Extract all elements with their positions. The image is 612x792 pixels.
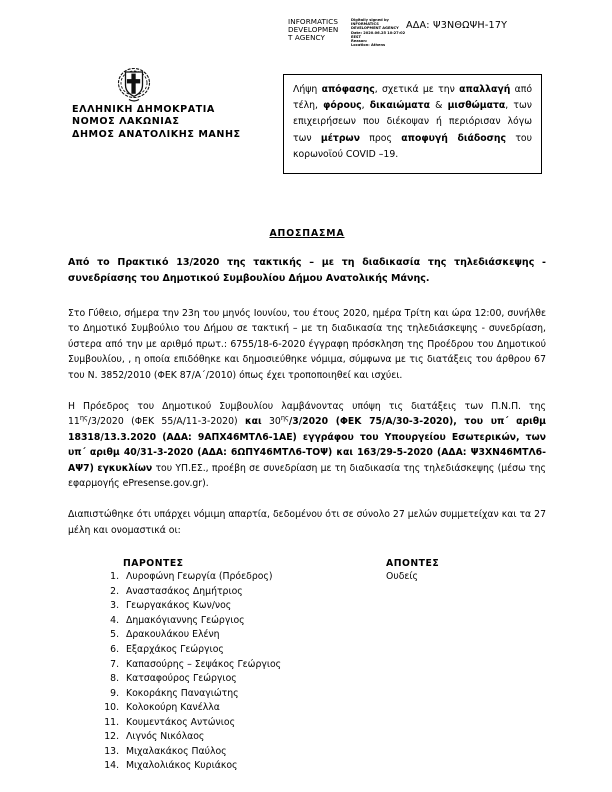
legal-seg-c: 30: [261, 416, 281, 428]
top-band: [0, 12, 612, 62]
list-item: 1. Λυροφώνη Γεωργία (Πρόεδρος): [122, 570, 281, 585]
signature-detail-2: DEVELOPMENT AGENCY: [351, 26, 399, 31]
list-item: 9. Κοκοράκης Παναγιώτης: [122, 687, 281, 702]
subject-seg-3: από τέλη,: [293, 84, 533, 112]
present-column-header: ΠΑΡΟΝΤΕΣ: [123, 558, 184, 570]
absent-column-header: ΑΠΟΝΤΕΣ: [386, 558, 440, 570]
list-item: 14. Μιχαλολιάκος Κυριάκος: [122, 759, 281, 774]
subject-bold-6: μέτρων: [320, 132, 360, 144]
subject-bold-2: απαλλαγή: [459, 84, 511, 95]
list-item: 4. Δημακόγιαννης Γεώργιος: [122, 614, 281, 629]
attendance-section: [68, 558, 546, 772]
subject-bold-1: απόφασης: [321, 84, 375, 95]
signature-line-1: INFORMATICS: [288, 17, 339, 26]
greek-coat-of-arms-emblem: [112, 64, 156, 106]
issuing-authority: [72, 104, 241, 141]
subject-text: [293, 82, 532, 163]
document-body: [68, 228, 546, 772]
signature-authority-name: [288, 18, 346, 43]
minutes-reference: Από το Πρακτικό 13/2020 της τακτικής – με τη διαδικασία της τηλεδιάσκεψης - συνεδρίασης του Δημοτικού Συμβουλίου Δήμου Ανατολικής Μάνης.: [68, 257, 546, 284]
subject-seg-2: , σχετικά με την: [374, 84, 460, 95]
list-item: 5. Δρακουλάκου Ελένη: [122, 628, 281, 643]
list-item: 2. Αναστασάκος Δημήτριος: [122, 585, 281, 600]
subject-seg-4: ,: [361, 100, 370, 112]
legal-sup-2: ης: [280, 414, 289, 423]
subject-seg-6: , των επιχειρήσεων που διέκοψαν ή περιόρισαν λόγω των: [293, 100, 532, 144]
list-item: 11. Κουμεντάκος Αντώνιος: [122, 716, 281, 731]
list-item: 3. Γεωργακάκος Κων/νος: [122, 599, 281, 614]
signature-detail-4: EEST: [351, 34, 361, 39]
subject-bold-7: αποφυγή διάδοσης: [401, 132, 507, 144]
signature-detail-1: INFORMATICS: [351, 22, 379, 27]
list-item: 12. Λιγνός Νικόλαος: [122, 730, 281, 745]
legal-seg-e: του ΥΠ.ΕΣ., προέβη σε συνεδρίαση με τη διαδικασία της τηλεδιάσκεψης (μέσω της εφαρμογής ePresense.gov.gr).: [68, 462, 546, 490]
subject-seg-5: &: [430, 100, 448, 112]
subject-seg-1: Λήψη: [293, 84, 322, 95]
authority-municipality: ΔΗΜΟΣ ΑΝΑΤΟΛΙΚΗΣ ΜΑΝΗΣ: [72, 128, 241, 140]
excerpt-title: ΑΠΟΣΠΑΣΜΑ: [269, 228, 345, 239]
list-item: 7. Καπασούρης – Σεψάκος Γεώργιος: [122, 658, 281, 673]
subject-seg-8: του κορωνοϊού COVID –19.: [293, 132, 533, 160]
list-item: 8. Κατσαφούρος Γεώργιος: [122, 672, 281, 687]
legal-seg-d: /3/2020 (ΦΕΚ 75/Α/30-3-2020), του υπ΄ αριθμ 18318/13.3.2020 (ΑΔΑ: 9ΑΠΧ46ΜΤΛ6-1ΑΕ) εγγράφου του Υπουργείου Εσωτερικών, των υπ΄ αριθμ 40/31-3-2020 (ΑΔΑ: 6ΩΠΥ46ΜΤΛ6-ΤΟΨ) και 163/29-5-2020 (ΑΔΑ: Ψ3ΧΝ46ΜΤΛ6-ΑΨ7) εγκυκλίων: [68, 416, 546, 474]
paragraph-quorum: Διαπιστώθηκε ότι υπάρχει νόμιμη απαρτία, δεδομένου ότι σε σύνολο 27 μελών συμμετείχαν και τα 27 μέλη και ονομαστικά οι:: [68, 509, 546, 536]
ada-code: ΑΔΑ: Ψ3ΝΘΩΨΗ-17Υ: [406, 20, 508, 31]
present-members-list: [96, 570, 281, 774]
absent-members-value: Ουδείς: [386, 571, 419, 583]
subject-seg-7: προς: [359, 132, 402, 144]
authority-republic: ΕΛΛΗΝΙΚΗ ΔΗΜΟΚΡΑΤΙΑ: [72, 104, 215, 115]
legal-seg-b: /3/2020 (ΦΕΚ 55/Α/11-3-2020): [87, 416, 245, 428]
list-item: 6. Εξαρχάκος Γεώργιος: [122, 643, 281, 658]
subject-bold-4: δικαιώματα: [369, 100, 430, 112]
list-item: 10. Κολοκούρη Κανέλλα: [122, 701, 281, 716]
paragraph-legal-basis: [68, 399, 546, 491]
signature-detail-3: Date: 2020.06.25 10:27:02: [351, 30, 406, 35]
subject-bold-5: μισθώματα: [447, 100, 506, 112]
authority-prefecture: ΝΟΜΟΣ ΛΑΚΩΝΙΑΣ: [72, 116, 180, 128]
digital-signature-stamp: [288, 18, 425, 47]
legal-seg-a: Η Πρόεδρος του Δημοτικού Συμβουλίου λαμβάνοντας υπόψη τις διατάξεις των Π.Ν.Π. της 11: [68, 401, 546, 428]
subject-bold-3: φόρους: [323, 100, 362, 112]
signature-line-2: DEVELOPMEN: [288, 25, 339, 35]
legal-sup-1: ης: [79, 414, 88, 423]
signature-detail-6: Location: Athens: [351, 43, 386, 48]
list-item: 13. Μιχαλακάκος Παύλος: [122, 745, 281, 760]
signature-detail-5: Reason:: [351, 39, 368, 44]
signature-detail-0: Digitally signed by: [351, 18, 389, 22]
legal-bold-kai: και: [245, 416, 262, 428]
signature-line-3: T AGENCY: [288, 33, 326, 43]
subject-box: [283, 74, 542, 174]
paragraph-convocation: Στο Γύθειο, σήμερα την 23η του μηνός Ιουνίου, του έτους 2020, ημέρα Τρίτη και ώρα 12:00, συνήλθε το Δημοτικό Συμβούλιο του Δήμου σε τακτική – με τη διαδικασία της τηλεδιάσκεψης - συνεδρίαση, ύστερα από την με αριθμό πρωτ.: 6755/18-6-2020 έγγραφη πρόσκληση της Προέδρου του Δημοτικού Συμβουλίου, , η οποία επιδόθηκε και δημοσιεύθηκε νόμιμα, σύμφωνα με τις διατάξεις του άρθρου 67 του Ν. 3852/2010 (ΦΕΚ 87/Α΄/2010) όπως έχει τροποποιηθεί και ισχύει.: [68, 308, 546, 381]
